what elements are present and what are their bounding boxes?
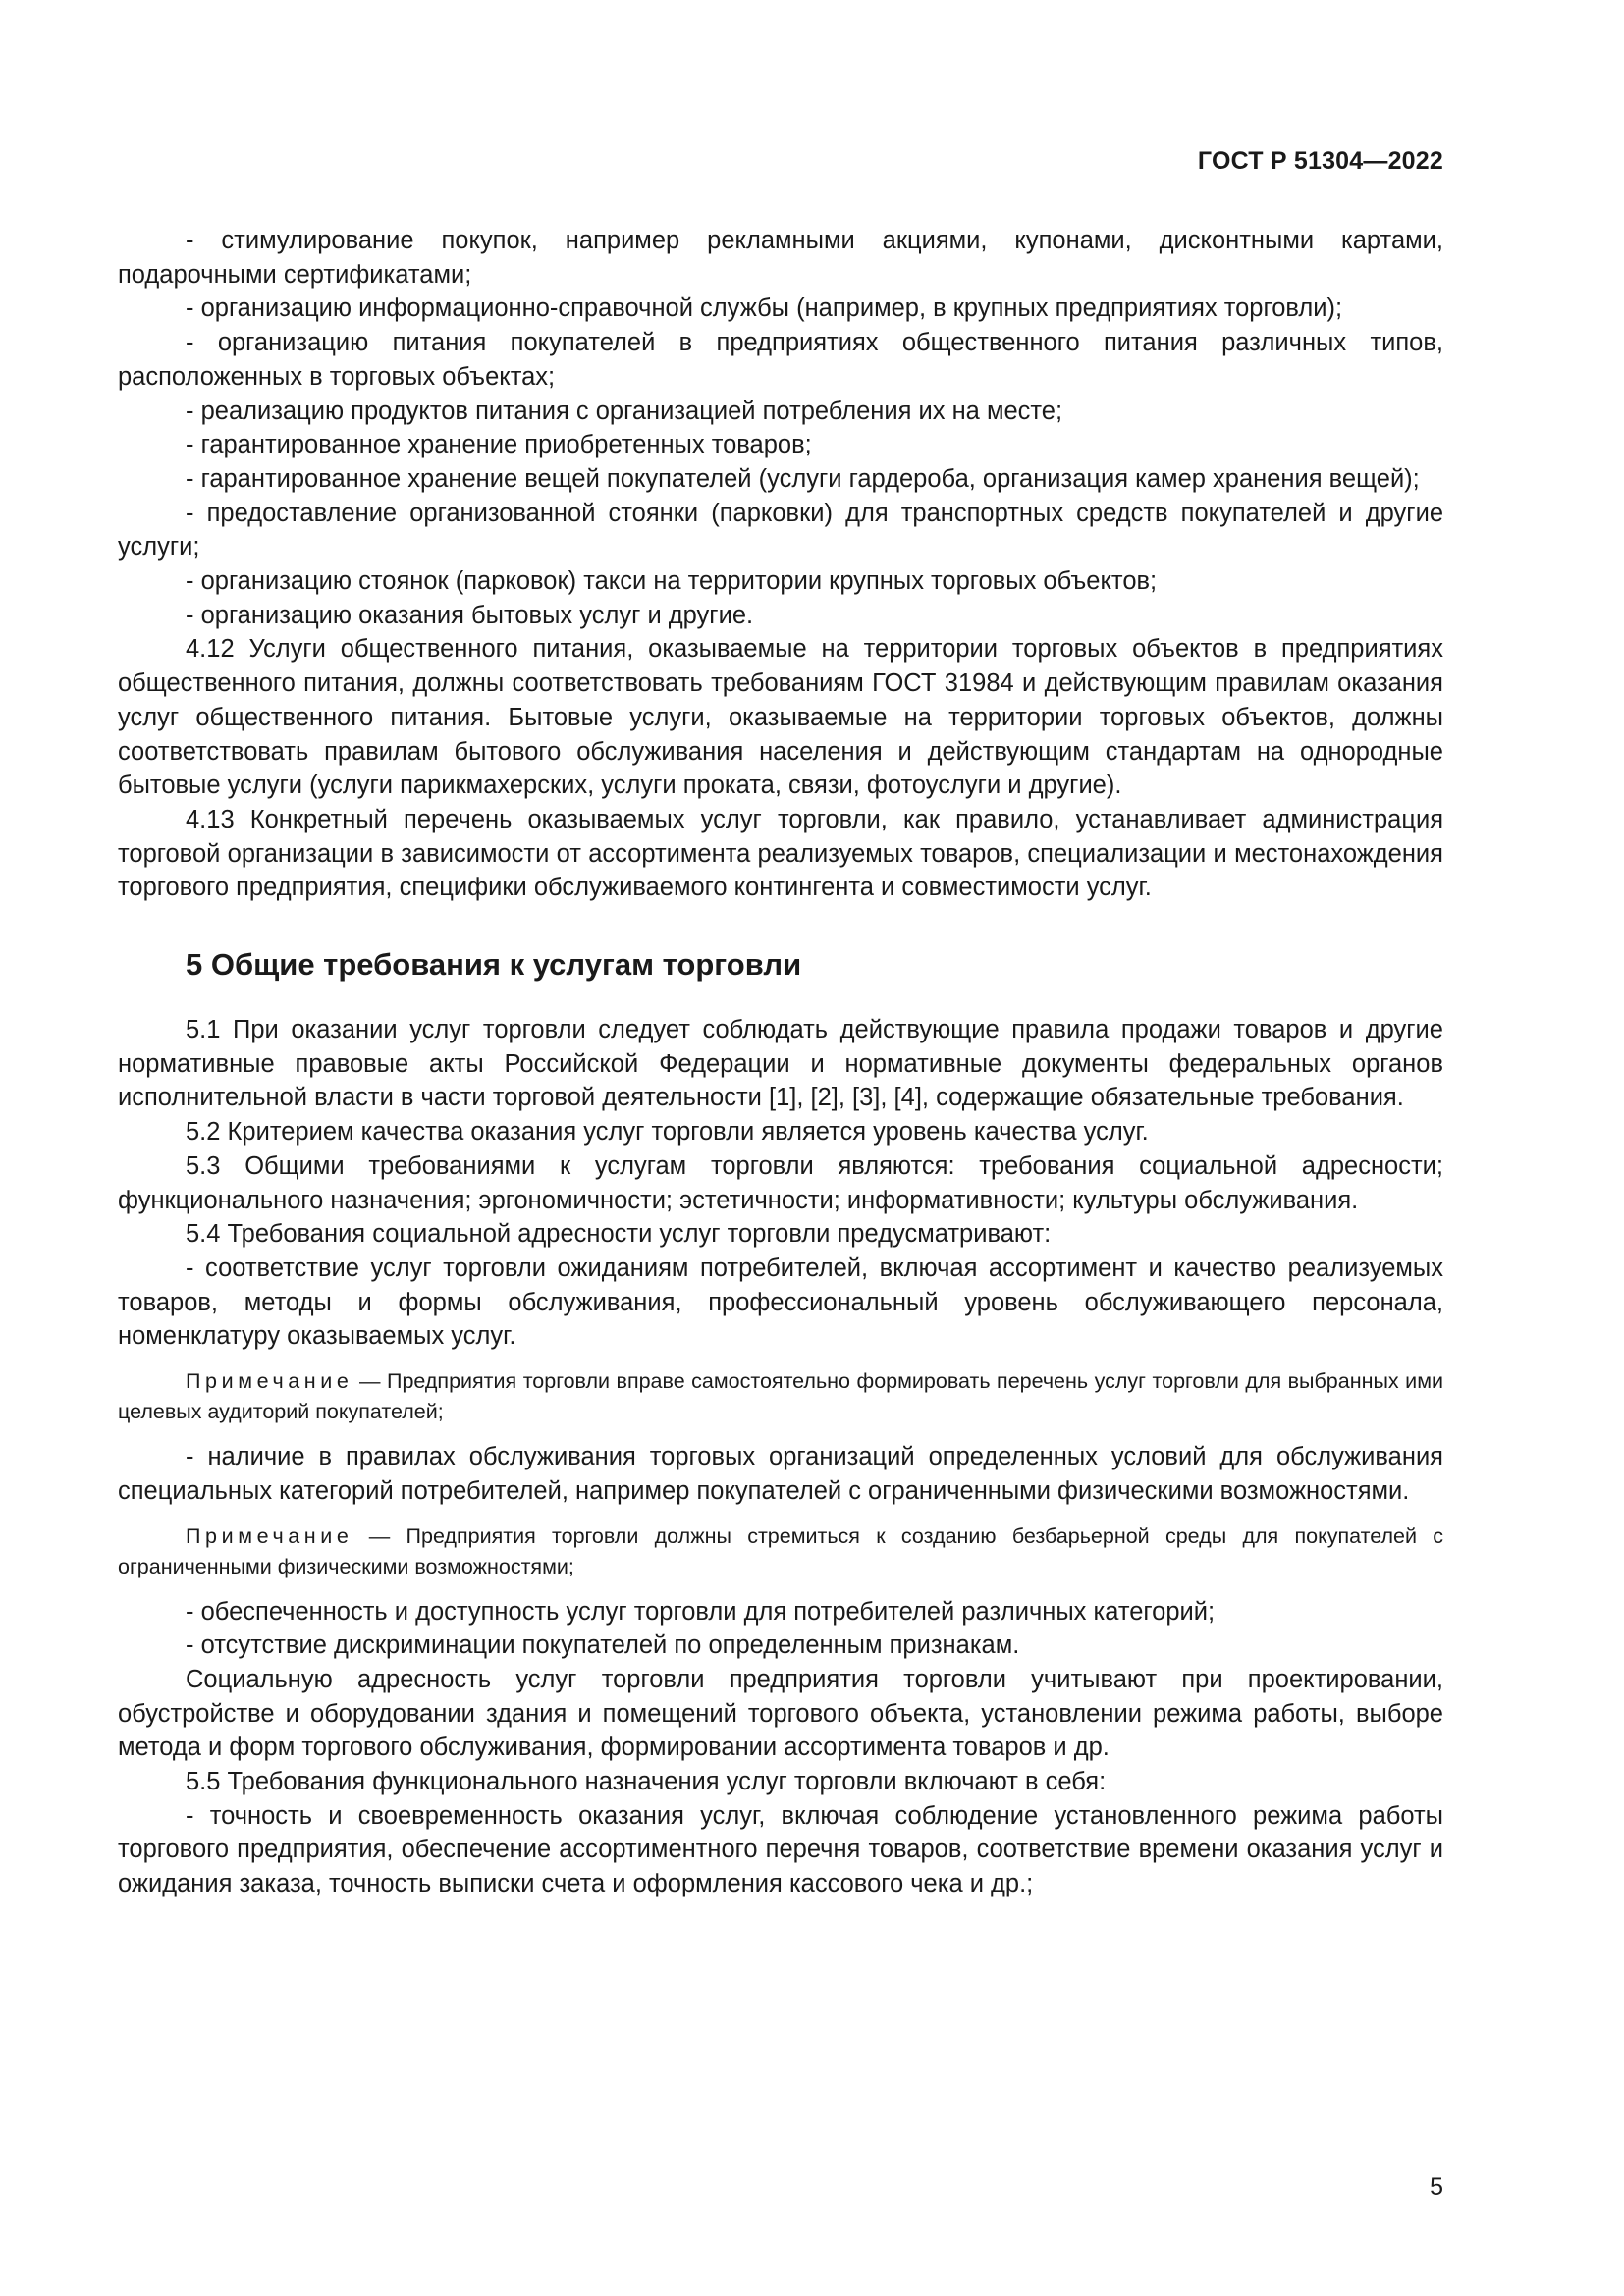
paragraph: Социальную адресность услуг торговли предприятия торговли учитывают при проектировании, обустройстве и оборудовании здания и помещений торгового объекта, установлении режима работы, выборе метода и форм торгового обслуживания, формировании ассортимента товаров и др. [118,1665,1443,1762]
paragraph: - гарантированное хранение приобретенных товаров; [186,431,812,459]
paragraph: - стимулирование покупок, например рекламными акциями, купонами, дисконтными картами, подарочными сертификатами; [118,227,1443,289]
paragraph: - гарантированное хранение вещей покупателей (услуги гардероба, организация камер хранения вещей); [186,464,1420,493]
clause-5-1: 5.1 При оказании услуг торговли следует соблюдать действующие правила продажи товаров и другие нормативные правовые акты Российской Федерации и нормативные документы федеральных органов исполнительной власти в части торговой деятельности [1], [2], [3], [4], содержащие обязательные требования. [118,1016,1443,1112]
document-id-header: ГОСТ Р 51304—2022 [1197,147,1443,175]
clause-5-2: 5.2 Критерием качества оказания услуг торговли является уровень качества услуг. [186,1118,1149,1147]
note-text: — Предприятия торговли должны стремиться к созданию безбарьерной среды для покупателей с ограниченными физическими возможностями; [118,1523,1443,1578]
paragraph: - точность и своевременность оказания услуг, включая соблюдение установленного режима работы торгового предприятия, обеспечение ассортиментного перечня товаров, соответствие времени оказания услуг и ожидания заказа, точность выписки счета и оформления кассового чека и др.; [118,1801,1443,1898]
paragraph: - обеспеченность и доступность услуг торговли для потребителей различных категорий; [186,1597,1216,1626]
paragraph: - отсутствие дискриминации покупателей по определенным признакам. [186,1631,1020,1660]
paragraph: - соответствие услуг торговли ожиданиям потребителей, включая ассортимент и качество реализуемых товаров, методы и формы обслуживания, профессиональный уровень обслуживающего персонала, номенклатуру оказываемых услуг. [118,1254,1443,1351]
paragraph: - организацию информационно-справочной службы (например, в крупных предприятиях торговли); [186,294,1343,323]
clause-4-13: 4.13 Конкретный перечень оказываемых услуг торговли, как правило, устанавливает администрация торговой организации в зависимости от ассортимента реализуемых товаров, специализации и местонахождения торгового предприятия, специфики обслуживаемого контингента и совместимости услуг. [118,805,1443,902]
document-body [118,224,1443,1901]
clause-4-12: 4.12 Услуги общественного питания, оказываемые на территории торговых объектов в предприятиях общественного питания, должны соответствовать требованиям ГОСТ 31984 и действующим правилам оказания услуг общественного питания. Бытовые услуги, оказываемые на территории торговых объектов, должны соответствовать правилам бытового обслуживания населения и действующим стандартам на однородные бытовые услуги (услуги парикмахерских, услуги проката, связи, фотоуслуги и другие). [118,635,1443,800]
note-label: Примечание [186,1523,353,1548]
note-text: — Предприятия торговли вправе самостоятельно формировать перечень услуг торговли для выбранных ими целевых аудиторий покупателей; [118,1369,1443,1424]
note-label: Примечание [186,1369,353,1394]
paragraph: - организацию питания покупателей в предприятиях общественного питания различных типов, расположенных в торговых объектах; [118,329,1443,391]
paragraph: - организацию стоянок (парковок) такси на территории крупных торговых объектов; [186,567,1158,596]
paragraph: - наличие в правилах обслуживания торговых организаций определенных условий для обслуживания специальных категорий потребителей, например покупателей с ограниченными физическими возможностями. [118,1443,1443,1505]
paragraph: - предоставление организованной стоянки (парковки) для транспортных средств покупателей и другие услуги; [118,499,1443,561]
paragraph: - организацию оказания бытовых услуг и другие. [186,601,754,629]
clause-5-3: 5.3 Общими требованиями к услугам торговли являются: требования социальной адресности; функционального назначения; эргономичности; эстетичности; информативности; культуры обслуживания. [118,1151,1443,1214]
note [118,1522,1443,1582]
clause-5-4: 5.4 Требования социальной адресности услуг торговли предусматривают: [186,1220,1052,1249]
clause-5-5: 5.5 Требования функционального назначения услуг торговли включают в себя: [186,1768,1107,1796]
note [118,1366,1443,1427]
section-heading: 5 Общие требования к услугам торговли [186,947,802,983]
page-number: 5 [1430,2173,1443,2201]
paragraph: - реализацию продуктов питания с организацией потребления их на месте; [186,397,1063,425]
